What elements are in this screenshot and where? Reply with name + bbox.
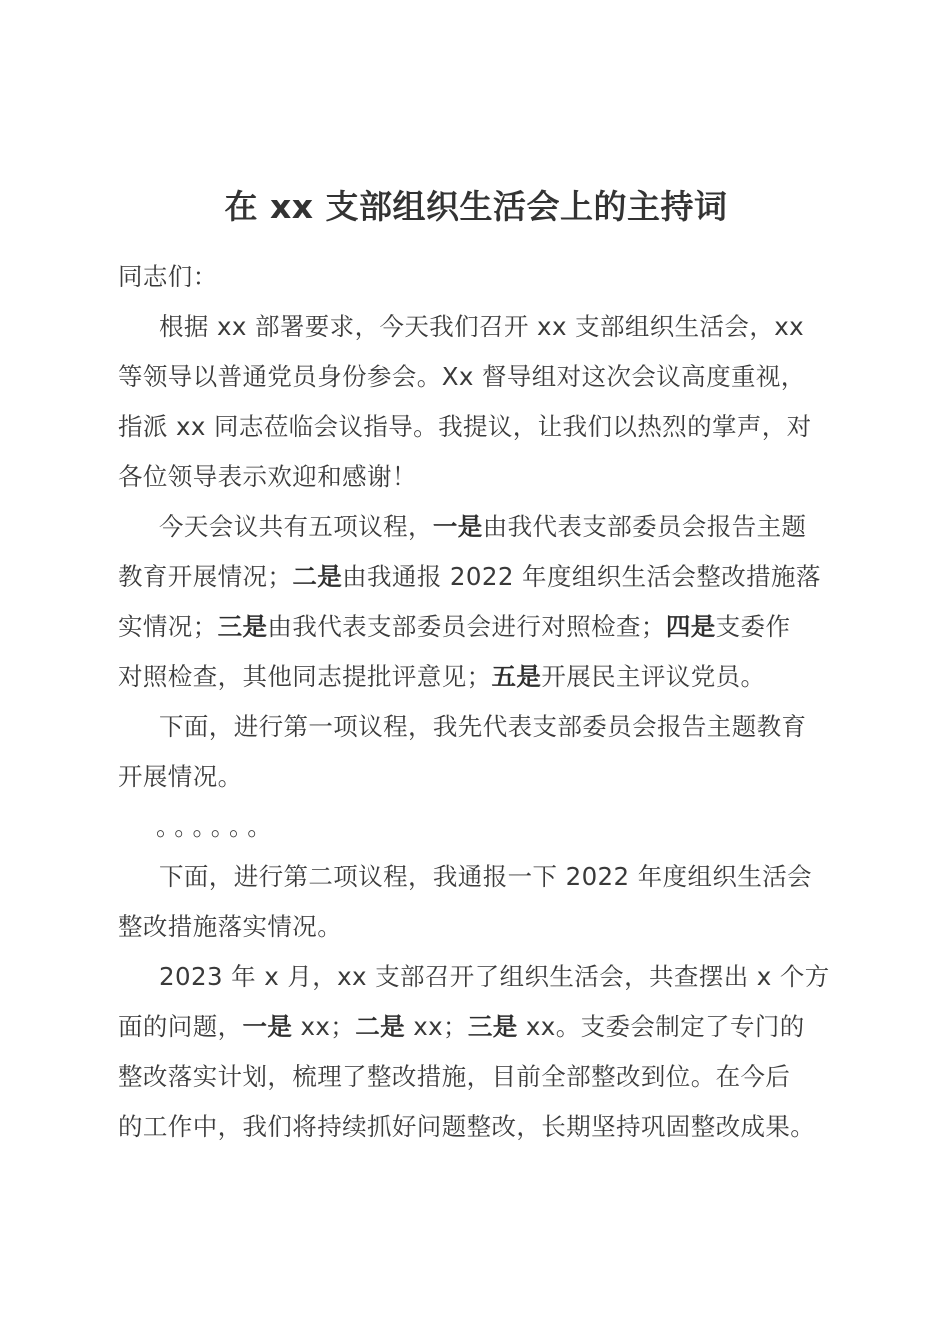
bold-marker: 三是 bbox=[217, 612, 268, 641]
bold-marker: 三是 bbox=[467, 1012, 518, 1041]
text-run: xx； bbox=[292, 1012, 356, 1041]
paragraph-agenda bbox=[118, 502, 834, 702]
document-title: 在 xx 支部组织生活会上的主持词 bbox=[224, 187, 728, 226]
paragraph-line: 等领导以普通党员身份参会。Xx 督导组对这次会议高度重视， bbox=[118, 362, 806, 391]
bold-marker: 二是 bbox=[292, 562, 343, 591]
paragraph-line: 根据 xx 部署要求，今天我们召开 xx 支部组织生活会，xx bbox=[159, 312, 805, 341]
paragraph-line: 指派 xx 同志莅临会议指导。我提议，让我们以热烈的掌声，对 bbox=[118, 412, 812, 441]
paragraph-opening bbox=[118, 302, 834, 502]
paragraph-line: 整改措施落实情况。 bbox=[118, 912, 343, 941]
paragraph-line bbox=[118, 652, 834, 702]
paragraph-line bbox=[118, 602, 834, 652]
text-run: 对照检查，其他同志提批评意见； bbox=[118, 662, 492, 691]
text-run: xx。支委会制定了专门的 bbox=[517, 1012, 805, 1041]
paragraph-second-item bbox=[118, 852, 834, 952]
paragraph-line: 整改落实计划，梳理了整改措施，目前全部整改到位。在今后 bbox=[118, 1062, 791, 1091]
paragraph-line bbox=[118, 552, 834, 602]
paragraph-line: 的工作中，我们将持续抓好问题整改，长期坚持巩固整改成果。 bbox=[118, 1112, 816, 1141]
salutation: 同志们： bbox=[118, 262, 218, 291]
text-run: 教育开展情况； bbox=[118, 562, 293, 591]
text-run: 面的问题， bbox=[118, 1012, 243, 1041]
paragraph-line: 2023 年 x 月，xx 支部召开了组织生活会，共查摆出 x 个方 bbox=[159, 962, 830, 991]
bold-marker: 二是 bbox=[355, 1012, 406, 1041]
paragraph-line bbox=[118, 502, 834, 552]
paragraph-rectification bbox=[118, 952, 834, 1152]
document-page bbox=[118, 182, 834, 1152]
text-run: 由我通报 2022 年度组织生活会整改措施落 bbox=[342, 562, 821, 591]
text-run: xx； bbox=[405, 1012, 468, 1041]
paragraph-line: 下面，进行第一项议程，我先代表支部委员会报告主题教育 bbox=[159, 712, 807, 741]
paragraph-line: 开展情况。 bbox=[118, 762, 243, 791]
bold-marker: 一是 bbox=[242, 1012, 293, 1041]
paragraph-line bbox=[118, 1002, 834, 1052]
bold-marker: 五是 bbox=[491, 662, 542, 691]
paragraph-line: 下面，进行第二项议程，我通报一下 2022 年度组织生活会 bbox=[159, 862, 813, 891]
text-run: 支委作 bbox=[715, 612, 791, 641]
text-run: 实情况； bbox=[118, 612, 218, 641]
paragraph-line: 各位领导表示欢迎和感谢！ bbox=[118, 462, 417, 491]
text-run: 由我代表支部委员会进行对照检查； bbox=[267, 612, 666, 641]
bold-marker: 一是 bbox=[432, 512, 483, 541]
text-run: 今天会议共有五项议程， bbox=[159, 512, 433, 541]
bold-marker: 四是 bbox=[665, 612, 716, 641]
text-run: 由我代表支部委员会报告主题 bbox=[482, 512, 807, 541]
paragraph-first-item bbox=[118, 702, 834, 802]
ellipsis-marker: 。。。。。。 bbox=[156, 812, 278, 841]
text-run: 开展民主评议党员。 bbox=[541, 662, 766, 691]
